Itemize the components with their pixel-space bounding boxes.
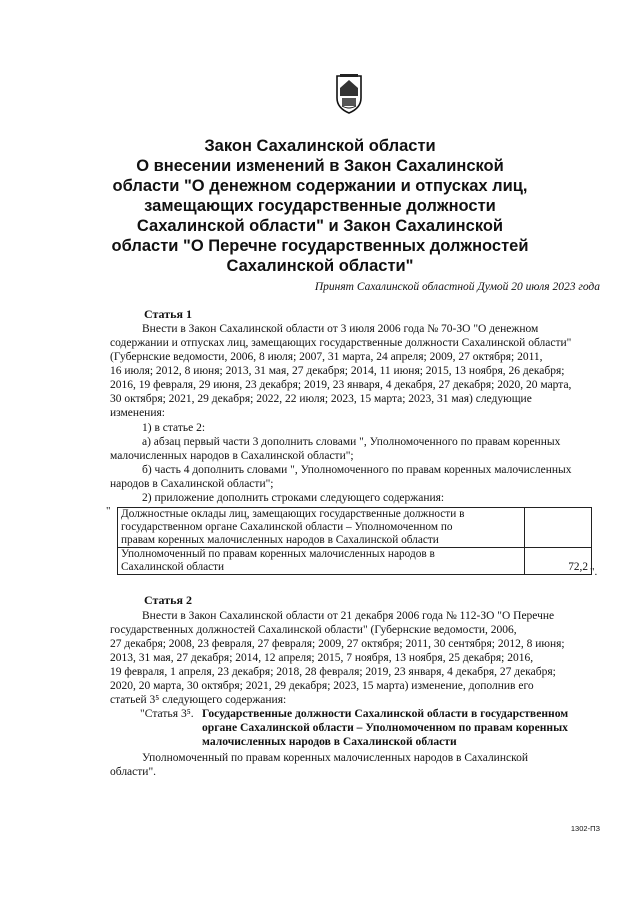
article-3-5-body [110, 751, 600, 779]
title-line: Закон Сахалинской области [204, 137, 436, 155]
text-line: (Губернские ведомости, 2006, 8 июля; 2007, 31 марта, 24 апреля; 2009, 27 октября; 2011, [110, 351, 543, 363]
text-line: изменения: [110, 407, 165, 419]
table-cell [118, 508, 525, 548]
article-1-intro [110, 322, 600, 420]
text-line: 2020, 20 марта, 30 октября; 2021, 29 декабря; 2023, 15 марта) изменение, дополнив его [110, 680, 534, 692]
text-line: 16 июля; 2012, 8 июня; 2013, 31 мая, 27 декабря; 2014, 11 июня; 2015, 13 ноября, 26 декабря; [110, 365, 565, 377]
table-row [118, 548, 592, 575]
text-line: 27 декабря; 2008, 23 февраля, 27 февраля; 2009, 27 октября; 2011, 30 сентября; 2012, 8 июня; [110, 638, 565, 650]
salary-table [117, 507, 592, 575]
cell-line: Должностные оклады лиц, замещающих государственные должности в [121, 508, 465, 520]
item-2: 2) приложение дополнить строками следующего содержания: [142, 492, 445, 504]
text-line: 30 октября; 2021, 29 декабря; 2022, 22 июля; 2023, 15 марта; 2023, 31 мая) следующие [110, 393, 532, 405]
article-3-5-prefix: "Статья 3⁵. [140, 707, 194, 720]
close-quote: ". [590, 566, 598, 578]
title-line: органе Сахалинской области – Уполномоченном по правам коренных [202, 721, 568, 734]
article-2-intro [110, 609, 600, 707]
document-code: 1302-ПЗ [570, 824, 600, 833]
title-line: малочисленных народов в Сахалинской области [202, 735, 457, 748]
title-line: Сахалинской области" и Закон Сахалинской [136, 217, 504, 235]
title-line: области "О Перечне государственных должностей [111, 237, 529, 255]
text-line: области". [110, 766, 157, 778]
text-line: статьей 3⁵ следующего содержания: [110, 694, 287, 706]
item-1a: а) абзац первый части 3 дополнить словами ", Уполномоченного по правам коренных [142, 436, 561, 448]
open-quote: " [106, 505, 111, 517]
article-3-5-title [202, 707, 602, 749]
table-row [118, 508, 592, 548]
table-cell-empty [525, 508, 592, 548]
title-line: области "О денежном содержании и отпусках лиц, [112, 177, 528, 195]
title-line: замещающих государственные должности [144, 197, 496, 215]
law-title [90, 136, 550, 276]
cell-line: правам коренных малочисленных народов в Сахалинской области [121, 534, 439, 546]
cell-line: Уполномоченный по правам коренных малочисленных народов в [121, 548, 435, 560]
item-1b-cont: народов в Сахалинской области"; [110, 478, 274, 490]
text-line: государственных должностей Сахалинской области" (Губернские ведомости, 2006, [110, 624, 517, 636]
article-1-heading: Статья 1 [144, 307, 192, 321]
coat-of-arms-icon [334, 74, 364, 114]
cell-line: государственном органе Сахалинской области – Уполномоченном по [121, 521, 453, 533]
text-line: 2016, 19 февраля, 29 июня, 23 декабря; 2019, 23 января, 4 декабря, 27 декабря; 2020, 20 марта, [110, 379, 572, 391]
text-line: Внести в Закон Сахалинской области от 21 декабря 2006 года № 112-ЗО "О Перечне [142, 610, 555, 622]
article-1-items [110, 421, 600, 505]
item-1a-cont: малочисленных народов в Сахалинской области"; [110, 450, 354, 462]
text-line: Уполномоченный по правам коренных малочисленных народов в Сахалинской [142, 752, 528, 764]
text-line: содержании и отпусках лиц, замещающих государственные должности Сахалинской области" [110, 337, 572, 349]
text-line: 2013, 31 мая, 27 декабря; 2014, 12 апреля; 2015, 7 ноября, 13 ноября, 25 декабря; 2016, [110, 652, 534, 664]
cell-line: Сахалинской области [121, 561, 225, 573]
item-1: 1) в статье 2: [142, 422, 206, 434]
title-line: Государственные должности Сахалинской области в государственном [202, 707, 569, 720]
table-cell [118, 548, 525, 575]
text-line: 19 февраля, 1 апреля, 23 декабря; 2018, 28 февраля; 2019, 23 января, 4 декабря, 27 декабря; [110, 666, 556, 678]
article-2-heading: Статья 2 [144, 593, 192, 607]
adoption-note: Принят Сахалинской областной Думой 20 июля 2023 года [314, 281, 600, 293]
salary-value: 72,2 [525, 548, 592, 575]
item-1b: б) часть 4 дополнить словами ", Уполномоченного по правам коренных малочисленных [142, 464, 572, 476]
title-line: Сахалинской области" [226, 257, 414, 275]
title-line: О внесении изменений в Закон Сахалинской [136, 157, 504, 175]
text-line: Внести в Закон Сахалинской области от 3 июля 2006 года № 70-ЗО "О денежном [142, 323, 539, 335]
